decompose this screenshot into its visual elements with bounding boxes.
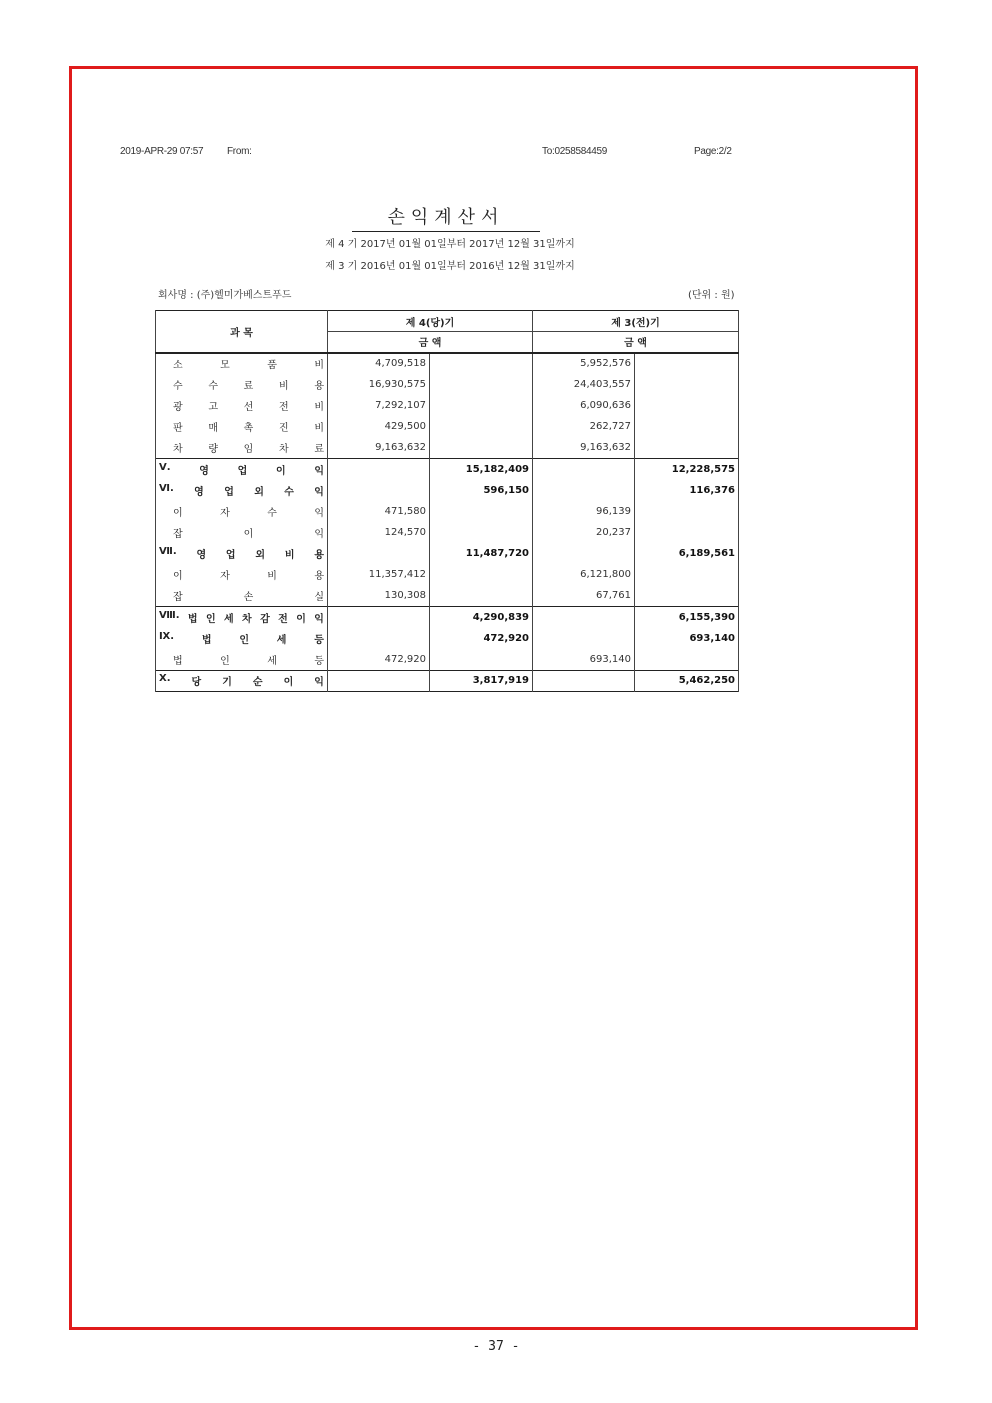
account-name-char: 이 — [173, 571, 183, 583]
prior-total-amount — [635, 353, 739, 374]
account-name-char: 세 — [224, 614, 234, 626]
account-name-char: 이 — [275, 465, 286, 477]
current-detail-amount — [328, 480, 430, 501]
current-detail-amount — [328, 458, 430, 479]
account-name-char: 익 — [314, 486, 324, 498]
account-name — [156, 607, 328, 628]
prior-total-amount — [635, 395, 739, 416]
account-name-char: 당 — [191, 677, 202, 689]
account-name-char: 자 — [220, 571, 230, 583]
current-detail-amount: 471,580 — [328, 501, 430, 522]
account-name-char: 순 — [252, 677, 263, 689]
roman-numeral: Ⅷ. — [159, 610, 180, 622]
account-name-char: 전 — [278, 614, 288, 626]
page-border — [69, 66, 918, 1330]
account-name-char: 외 — [255, 550, 266, 562]
roman-numeral: Ⅴ. — [159, 461, 171, 473]
account-name-char: 량 — [208, 444, 218, 456]
table-body — [156, 353, 739, 692]
header-current-period: 제 4(당)기 — [328, 311, 533, 332]
account-name — [156, 564, 328, 585]
fax-datetime: 2019-APR-29 07:57 — [120, 146, 204, 157]
account-name-char: 비 — [278, 380, 289, 392]
account-name-char: 업 — [224, 486, 234, 498]
account-name-char: 자 — [220, 507, 230, 519]
account-name-char: 비 — [314, 360, 324, 372]
current-detail-amount: 4,709,518 — [328, 353, 430, 374]
account-name — [156, 628, 328, 649]
account-name-char: 영 — [196, 550, 207, 562]
prior-total-amount — [635, 564, 739, 585]
account-name — [156, 437, 328, 458]
account-name-char: 수 — [208, 380, 218, 392]
header-subject: 과 목 — [156, 311, 328, 353]
table-row — [156, 480, 739, 501]
account-name-char: 업 — [225, 550, 236, 562]
account-name-char: 법 — [173, 655, 183, 667]
account-name-char: 고 — [208, 401, 218, 413]
account-name-char: 법 — [187, 614, 198, 626]
account-name-char: 용 — [314, 550, 324, 562]
roman-numeral: Ⅸ. — [159, 631, 175, 643]
account-name-char: 익 — [314, 677, 324, 689]
account-name — [156, 501, 328, 522]
account-name — [156, 353, 328, 374]
table-row — [156, 607, 739, 628]
account-name-char: 수 — [284, 486, 294, 498]
current-detail-amount: 16,930,575 — [328, 374, 430, 395]
table-row — [156, 670, 739, 691]
prior-detail-amount: 9,163,632 — [533, 437, 635, 458]
prior-total-amount: 6,155,390 — [635, 607, 739, 628]
company-name: 회사명 : (주)헬미가베스트푸드 — [158, 290, 292, 301]
account-name-char: 전 — [278, 401, 289, 413]
table-row — [156, 543, 739, 564]
account-name-char: 세 — [267, 655, 277, 667]
account-name-char: 료 — [243, 380, 254, 392]
current-total-amount: 4,290,839 — [430, 607, 533, 628]
prior-total-amount — [635, 522, 739, 543]
prior-total-amount: 5,462,250 — [635, 670, 739, 691]
prior-total-amount — [635, 416, 739, 437]
prior-detail-amount — [533, 628, 635, 649]
prior-total-amount — [635, 437, 739, 458]
prior-detail-amount — [533, 543, 635, 564]
account-name-char: 익 — [314, 529, 324, 541]
account-name-char: 기 — [222, 677, 232, 689]
account-name-char: 외 — [254, 486, 264, 498]
current-total-amount — [430, 395, 533, 416]
fax-to: To:0258584459 — [542, 146, 608, 157]
account-name-char: 등 — [314, 635, 324, 647]
table-row — [156, 458, 739, 479]
account-name-char: 손 — [243, 592, 254, 604]
prior-detail-amount: 6,121,800 — [533, 564, 635, 585]
income-statement-table — [155, 310, 739, 692]
current-detail-amount: 7,292,107 — [328, 395, 430, 416]
prior-total-amount: 116,376 — [635, 480, 739, 501]
account-name — [156, 586, 328, 607]
account-name-char: 품 — [267, 360, 277, 372]
account-name-char: 영 — [199, 465, 209, 477]
prior-detail-amount: 24,403,557 — [533, 374, 635, 395]
account-name — [156, 374, 328, 395]
account-name-char: 인 — [239, 635, 249, 647]
current-detail-amount — [328, 607, 430, 628]
current-total-amount: 15,182,409 — [430, 458, 533, 479]
prior-detail-amount: 5,952,576 — [533, 353, 635, 374]
current-total-amount — [430, 353, 533, 374]
current-total-amount — [430, 374, 533, 395]
document-title: 손익계산서 — [352, 203, 540, 232]
current-detail-amount: 472,920 — [328, 649, 430, 670]
prior-detail-amount — [533, 480, 635, 501]
account-name — [156, 480, 328, 501]
current-detail-amount: 9,163,632 — [328, 437, 430, 458]
period-prior: 제 3 기 2016년 01월 01일부터 2016년 12월 31일까지 — [325, 261, 575, 272]
prior-detail-amount: 96,139 — [533, 501, 635, 522]
period-current: 제 4 기 2017년 01월 01일부터 2017년 12월 31일까지 — [325, 239, 575, 250]
prior-detail-amount: 262,727 — [533, 416, 635, 437]
account-name-char: 비 — [314, 401, 324, 413]
roman-numeral: Ⅹ. — [159, 673, 171, 685]
current-detail-amount: 429,500 — [328, 416, 430, 437]
current-total-amount — [430, 586, 533, 607]
account-name-char: 잡 — [173, 592, 183, 604]
account-name-char: 익 — [314, 465, 324, 477]
prior-total-amount — [635, 501, 739, 522]
account-name-char: 매 — [208, 423, 218, 435]
table-row — [156, 395, 739, 416]
account-name-char: 익 — [314, 507, 324, 519]
account-name-char: 진 — [278, 423, 289, 435]
table-row — [156, 564, 739, 585]
header-amount-current: 금 액 — [328, 332, 533, 353]
account-name — [156, 458, 328, 479]
account-name-char: 임 — [243, 444, 254, 456]
account-name-char: 법 — [201, 635, 212, 647]
current-detail-amount — [328, 543, 430, 564]
table-row — [156, 501, 739, 522]
table-row — [156, 437, 739, 458]
prior-total-amount: 6,189,561 — [635, 543, 739, 564]
current-total-amount: 472,920 — [430, 628, 533, 649]
account-name — [156, 395, 328, 416]
table-row — [156, 353, 739, 374]
account-name-char: 소 — [173, 360, 183, 372]
account-name-char: 비 — [314, 423, 324, 435]
current-total-amount — [430, 437, 533, 458]
roman-numeral: Ⅵ. — [159, 482, 174, 494]
fax-from: From: — [227, 146, 252, 157]
prior-total-amount — [635, 649, 739, 670]
current-total-amount: 11,487,720 — [430, 543, 533, 564]
account-name-char: 잡 — [173, 529, 183, 541]
account-name-char: 차 — [278, 444, 289, 456]
table-row — [156, 628, 739, 649]
account-name — [156, 649, 328, 670]
prior-total-amount — [635, 586, 739, 607]
account-name-char: 수 — [267, 507, 277, 519]
account-name-char: 판 — [173, 423, 183, 435]
account-name-char: 세 — [276, 635, 287, 647]
account-name-char: 광 — [173, 401, 183, 413]
account-name-char: 차 — [173, 444, 183, 456]
account-name — [156, 543, 328, 564]
current-detail-amount — [328, 670, 430, 691]
account-name-char: 수 — [173, 380, 183, 392]
account-name-char: 이 — [173, 507, 183, 519]
account-name-char: 이 — [243, 529, 254, 541]
account-name-char: 비 — [284, 550, 295, 562]
prior-detail-amount — [533, 458, 635, 479]
account-name-char: 료 — [314, 444, 324, 456]
current-total-amount: 3,817,919 — [430, 670, 533, 691]
prior-total-amount — [635, 374, 739, 395]
account-name-char: 인 — [205, 614, 216, 626]
current-total-amount — [430, 649, 533, 670]
account-name-char: 익 — [314, 614, 324, 626]
current-total-amount — [430, 522, 533, 543]
account-name-char: 업 — [237, 465, 248, 477]
prior-detail-amount — [533, 607, 635, 628]
fax-page: Page:2/2 — [694, 146, 732, 157]
current-total-amount — [430, 501, 533, 522]
account-name — [156, 522, 328, 543]
current-detail-amount — [328, 628, 430, 649]
account-name-char: 비 — [267, 571, 277, 583]
table-row — [156, 649, 739, 670]
prior-detail-amount: 20,237 — [533, 522, 635, 543]
account-name-char: 영 — [194, 486, 204, 498]
header-amount-prior: 금 액 — [533, 332, 739, 353]
header-prior-period: 제 3(전)기 — [533, 311, 739, 332]
account-name-char: 인 — [220, 655, 230, 667]
current-total-amount: 596,150 — [430, 480, 533, 501]
account-name-char: 용 — [314, 571, 324, 583]
table-row — [156, 374, 739, 395]
current-total-amount — [430, 416, 533, 437]
account-name-char: 이 — [296, 614, 306, 626]
prior-total-amount: 12,228,575 — [635, 458, 739, 479]
account-name-char: 이 — [283, 677, 294, 689]
account-name-char: 촉 — [243, 423, 254, 435]
account-name-char: 등 — [314, 655, 324, 667]
account-name — [156, 416, 328, 437]
table-row — [156, 416, 739, 437]
page-number: - 37 - — [472, 1339, 520, 1354]
prior-detail-amount: 6,090,636 — [533, 395, 635, 416]
prior-total-amount: 693,140 — [635, 628, 739, 649]
current-total-amount — [430, 564, 533, 585]
unit-label: (단위 : 원) — [688, 290, 735, 301]
prior-detail-amount: 693,140 — [533, 649, 635, 670]
current-detail-amount: 130,308 — [328, 586, 430, 607]
table-row — [156, 586, 739, 607]
current-detail-amount: 124,570 — [328, 522, 430, 543]
current-detail-amount: 11,357,412 — [328, 564, 430, 585]
account-name-char: 모 — [220, 360, 230, 372]
roman-numeral: Ⅶ. — [159, 546, 177, 558]
account-name-char: 차 — [242, 614, 252, 626]
prior-detail-amount: 67,761 — [533, 586, 635, 607]
table-row — [156, 522, 739, 543]
account-name-char: 감 — [260, 614, 270, 626]
account-name-char: 실 — [314, 592, 324, 604]
account-name — [156, 670, 328, 691]
prior-detail-amount — [533, 670, 635, 691]
account-name-char: 용 — [314, 380, 324, 392]
account-name-char: 선 — [243, 401, 254, 413]
